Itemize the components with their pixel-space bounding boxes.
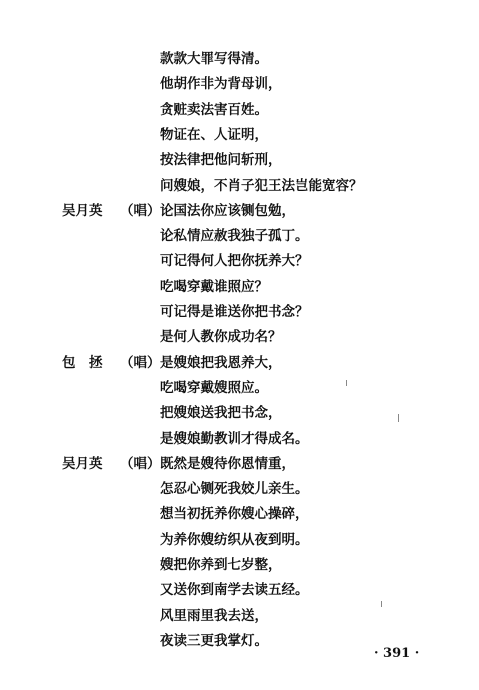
dialogue-line: 物证在、人证明， bbox=[160, 127, 268, 143]
stage-direction: （唱） bbox=[120, 456, 161, 472]
dialogue-line: 想当初抚养你嫂心操碎， bbox=[160, 506, 309, 522]
speaker-name: 吴月英 bbox=[62, 456, 103, 472]
dialogue-line: 可记得是谁送你把书念？ bbox=[160, 304, 309, 320]
dialogue-line: 款款大罪写得清。 bbox=[160, 51, 268, 67]
speaker-name: 包 拯 bbox=[62, 355, 103, 371]
dialogue-line: 他胡作非为背母训， bbox=[160, 76, 282, 92]
dialogue-line: 为养你嫂纺织从夜到明。 bbox=[160, 532, 309, 548]
dialogue-line: 论国法你应该铡包勉， bbox=[160, 203, 295, 219]
scan-speck bbox=[346, 380, 347, 386]
dialogue-line: 是嫂娘勤教训才得成名。 bbox=[160, 431, 309, 447]
dialogue-line: 把嫂娘送我把书念， bbox=[160, 405, 282, 421]
dialogue-line: 贪赃卖法害百姓。 bbox=[160, 102, 268, 118]
dialogue-line: 按法律把他问斩刑， bbox=[160, 152, 282, 168]
scan-speck bbox=[381, 601, 382, 607]
dialogue-line: 吃喝穿戴谁照应？ bbox=[160, 279, 268, 295]
dialogue-line: 是嫂娘把我恩养大， bbox=[160, 355, 282, 371]
dialogue-line: 问嫂娘，不肖子犯王法岂能宽容？ bbox=[160, 178, 363, 194]
dialogue-line: 既然是嫂待你恩情重， bbox=[160, 456, 295, 472]
page-number: · 391 · bbox=[374, 646, 420, 661]
dialogue-line: 又送你到南学去读五经。 bbox=[160, 582, 309, 598]
dialogue-line: 论私情应赦我独子孤丁。 bbox=[160, 228, 309, 244]
scan-speck bbox=[398, 414, 399, 422]
stage-direction: （唱） bbox=[120, 355, 161, 371]
dialogue-line: 可记得何人把你抚养大？ bbox=[160, 253, 309, 269]
dialogue-line: 是何人教你成功名？ bbox=[160, 329, 282, 345]
dialogue-line: 嫂把你养到七岁整， bbox=[160, 557, 282, 573]
dialogue-line: 风里雨里我去送， bbox=[160, 608, 268, 624]
dialogue-line: 怎忍心铡死我姣儿亲生。 bbox=[160, 481, 309, 497]
dialogue-line: 夜读三更我掌灯。 bbox=[160, 633, 268, 649]
dialogue-line: 吃喝穿戴嫂照应。 bbox=[160, 380, 268, 396]
stage-direction: （唱） bbox=[120, 203, 161, 219]
speaker-name: 吴月英 bbox=[62, 203, 103, 219]
